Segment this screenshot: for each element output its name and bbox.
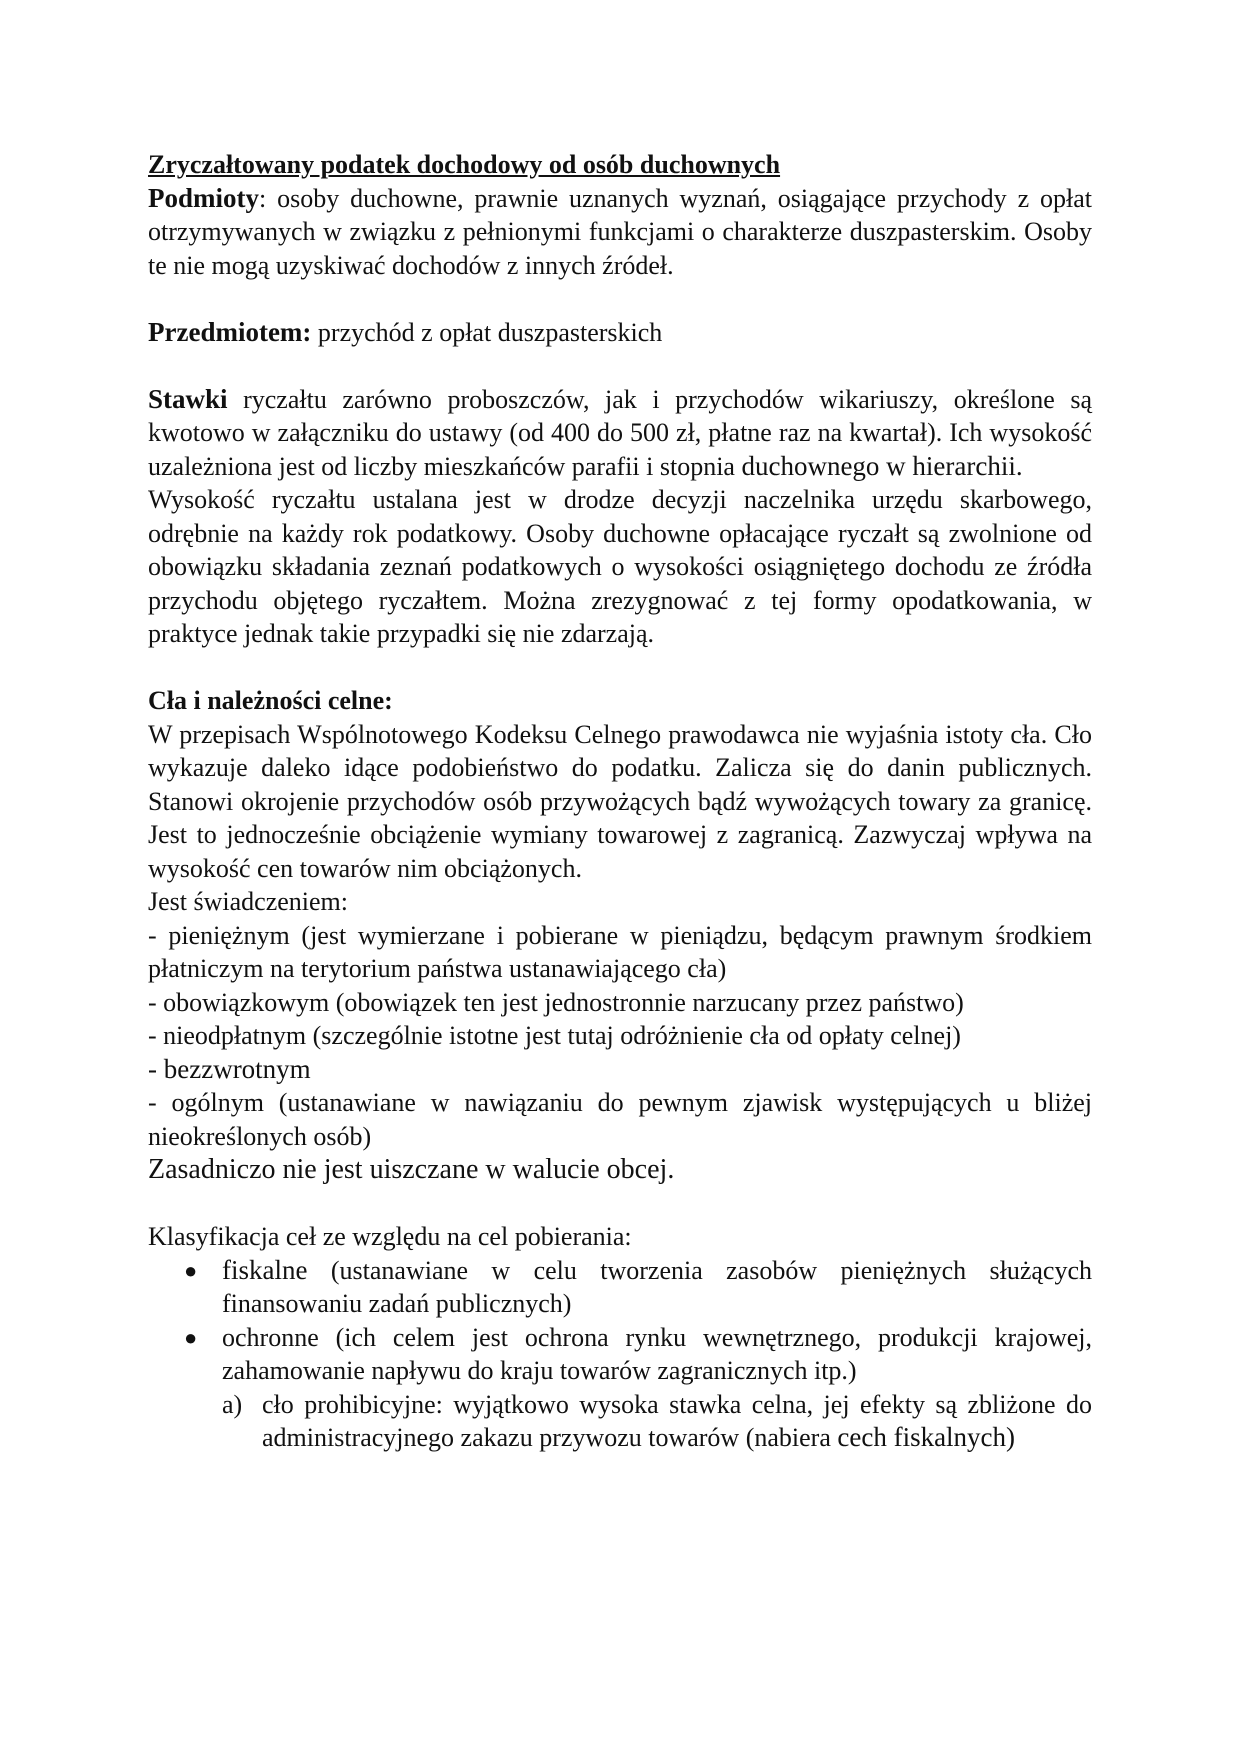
klasyfikacja-item [148, 1254, 1092, 1321]
klasyfikacja-term: fiskalne [222, 1254, 308, 1285]
cla-feature-item: - obowiązkowym (obowiązek ten jest jednostronnie narzucany przez państwo) [148, 987, 964, 1017]
cla-heading: Cła i należności celne: [148, 686, 393, 715]
bullet-icon: ● [184, 1257, 198, 1283]
stawki-text: ryczałtu zarówno proboszczów, jak i przychodów wikariuszy, określone są kwotowo w załączniku do ustawy (od 400 do 500 zł, płatne raz na kwartał). Ich wysokość uzależniona jest od liczby mieszkańców parafii i stopnia [148, 384, 1092, 481]
podmioty-paragraph [148, 182, 1092, 283]
stawki-text-end: duchownego w hierarchii. [741, 450, 1023, 481]
przedmiot-text: przychód z opłat duszpasterskich [311, 317, 663, 347]
podmioty-label: Podmioty [148, 182, 259, 213]
cla-feature-item: - ogólnym (ustanawiane w nawiązaniu do pewnym zjawisk występujących u bliżej nieokreślonych osób) [148, 1088, 1092, 1151]
klasyfikacja-heading: Klasyfikacja ceł ze względu na cel pobierania: [148, 1222, 632, 1251]
cla-feature-item: - nieodpłatnym (szczególnie istotne jest tutaj odróżnienie cła od opłaty celnej) [148, 1021, 961, 1050]
klasyfikacja-list [148, 1254, 1092, 1388]
klasyfikacja-item [148, 1321, 1092, 1388]
cla-features-list [148, 919, 1092, 1154]
przedmiot-paragraph [148, 316, 1092, 350]
cla-intro: W przepisach Wspólnotowego Kodeksu Celnego prawodawca nie wyjaśnia istoty cła. Cło wykazuje daleko idące podobieństwo do podatku. Zalicza się do danin publicznych. Stanowi okrojenie przychodów osób przywożących bądź wywożących towary za granicę. Jest to jednocześnie obciążenie wymiany towarowej z zagranicą. Zazwyczaj wpływa na wysokość cen towarów nim obciążonych. [148, 719, 1092, 883]
podmioty-text: : osoby duchowne, prawnie uznanych wyznań, osiągające przychody z opłat otrzymywanych w związku z pełnionymi funkcjami o charakterze duszpasterskim. Osoby te nie mogą uzyskiwać dochodów z innych źródeł. [148, 183, 1092, 280]
cla-jest-label: Jest świadczeniem: [148, 887, 348, 916]
przedmiot-label: Przedmiotem: [148, 316, 312, 347]
cla-feature-item: - pieniężnym (jest wymierzane i pobierane w pieniądzu, będącym prawnym środkiem płatniczym na terytorium państwa ustanawiającego cła) [148, 920, 1092, 983]
cla-note: Zasadniczo nie jest uiszczane w walucie obcej. [148, 1154, 675, 1185]
klasyfikacja-text: (ich celem jest ochrona rynku wewnętrznego, produkcji krajowej, zahamowanie napływu do kraju towarów zagranicznych itp.) [222, 1322, 1092, 1385]
klasyfikacja-sub-item [148, 1388, 1092, 1455]
sub-item-text: cło prohibicyjne: wyjątkowo wysoka stawka celna, jej efekty są zbliżone do administracyjnego zakazu przywozu towarów (nabiera [262, 1389, 1092, 1452]
stawki-label: Stawki [148, 383, 228, 414]
document-title: Zryczałtowany podatek dochodowy od osób duchownych [148, 150, 781, 179]
sub-item-text-end: cech fiskalnych) [837, 1422, 1016, 1452]
document-page [148, 148, 1092, 1455]
klasyfikacja-text: (ustanawiane w celu tworzenia zasobów pieniężnych służących finansowaniu zadań publicznych) [222, 1255, 1092, 1318]
klasyfikacja-term: ochronne [222, 1322, 319, 1352]
cla-feature-item: - bezzwrotnym [148, 1053, 311, 1084]
stawki-paragraph [148, 383, 1092, 484]
bullet-icon: ● [184, 1324, 198, 1350]
sub-item-marker: a) [222, 1389, 243, 1419]
wysokosc-paragraph: Wysokość ryczałtu ustalana jest w drodze decyzji naczelnika urzędu skarbowego, odrębnie na każdy rok podatkowy. Osoby duchowne opłacające ryczałt są zwolnione od obowiązku składania zeznań podatkowych o wysokości osiągniętego dochodu ze źródła przychodu objętego ryczałtem. Można zrezygnować z tej formy opodatkowania, w praktyce jednak takie przypadki się nie zdarzają. [148, 485, 1092, 648]
